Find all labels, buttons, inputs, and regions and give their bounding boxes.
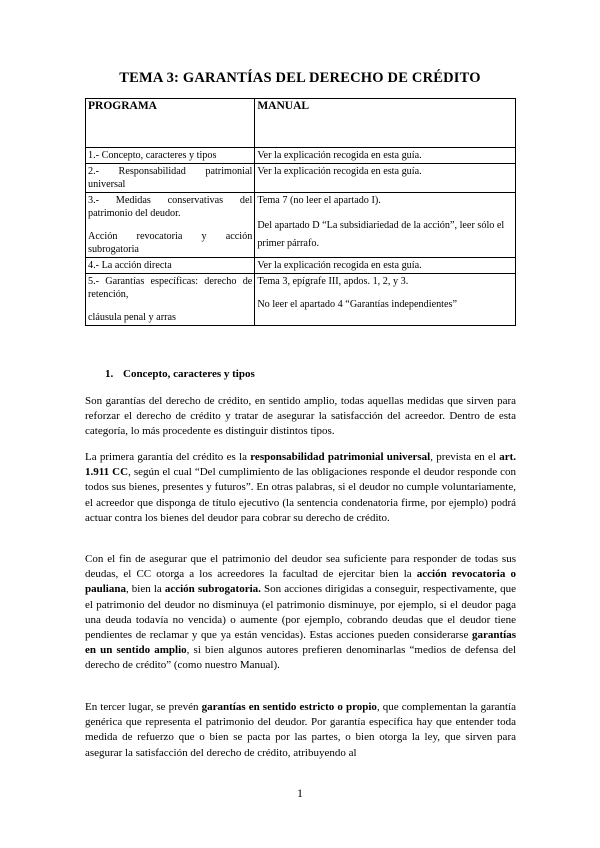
programa-cell xyxy=(86,193,255,258)
manual-cell xyxy=(255,274,516,326)
paragraph-text: , bien la xyxy=(125,583,165,596)
manual-text: Ver la explicación recogida en esta guía. xyxy=(257,260,422,271)
programa-cell xyxy=(86,148,255,164)
manual-text: Del apartado D “La subsidiariedad de la acción”, leer sólo el primer párrafo. xyxy=(257,220,505,249)
manual-cell xyxy=(255,164,516,193)
table-row xyxy=(86,193,516,258)
table-header-row xyxy=(86,99,516,148)
paragraph-text: , prevista en el xyxy=(430,451,500,463)
programa-text: 1.- Concepto, caracteres y tipos xyxy=(88,150,217,161)
table-row xyxy=(86,164,516,193)
manual-text: Tema 7 (no leer el apartado I). xyxy=(257,195,381,206)
paragraph xyxy=(85,450,516,526)
section-title: Concepto, caracteres y tipos xyxy=(123,368,255,380)
programa-text: 5.- Garantías específicas: derecho de retención, xyxy=(88,276,253,300)
manual-text: No leer el apartado 4 “Garantías independientes” xyxy=(257,299,458,310)
table-row xyxy=(86,148,516,164)
bold-text: responsabilidad patrimonial universal xyxy=(250,451,431,463)
paragraph-text: La primera garantía del crédito es la xyxy=(85,451,251,463)
programa-text: 3.- Medidas conservativas del patrimonio del deudor. xyxy=(88,195,253,219)
paragraph-text: , que complementan la garantía genérica que representa el patrimonio del deudor. Por garantía específica hay que entender toda medida de refuerzo que o bien se pacta por las partes, o bien otorga la ley, que sirven para asegurar la satisfacción del derecho de crédito, atribuyendo al xyxy=(85,701,516,759)
section-number: 1. xyxy=(105,368,114,380)
paragraph-text: En tercer lugar, se prevén xyxy=(85,701,202,713)
paragraph-text: Con el fin de asegurar que el patrimonio del deudor sea suficiente para responder de todas sus deudas, el CC otorga a los acreedores la facultad de ejercitar bien la xyxy=(85,553,516,581)
manual-cell xyxy=(255,148,516,164)
programa-cell xyxy=(86,258,255,274)
bold-text: acción subrogatoria. xyxy=(164,583,261,596)
manual-text: Ver la explicación recogida en esta guía. xyxy=(257,150,422,161)
programa-text: Acción revocatoria y acción subrogatoria xyxy=(88,231,253,255)
table-row xyxy=(86,274,516,326)
programa-text: 4.- La acción directa xyxy=(88,260,172,271)
paragraph xyxy=(85,552,516,674)
header-programa: PROGRAMA xyxy=(86,99,255,148)
programa-cell xyxy=(86,164,255,193)
manual-text: Ver la explicación recogida en esta guía. xyxy=(257,166,422,177)
programa-cell xyxy=(86,274,255,326)
bold-text: art. 1.911 CC xyxy=(85,451,516,479)
bold-text: garantías en sentido estricto o propio xyxy=(201,701,377,713)
paragraph xyxy=(85,700,516,761)
programa-text: 2.- Responsabilidad patrimonial universal xyxy=(88,166,253,190)
programa-text: cláusula penal y arras xyxy=(88,312,176,323)
header-manual: MANUAL xyxy=(255,99,516,148)
program-table xyxy=(85,98,516,326)
bold-text: acción revocatoria o pauliana xyxy=(85,568,516,596)
section-heading xyxy=(105,368,255,380)
paragraph xyxy=(85,394,516,440)
paragraph-text: Son garantías del derecho de crédito, en sentido amplio, todas aquellas medidas que sirven para reforzar el derecho de crédito y tratar de asegurar la satisfacción del acreedor. Dentro de esta categoría, lo más procedente es distinguir distintos tipos. xyxy=(85,395,516,438)
paragraph-text: , según el cual “Del cumplimiento de las obligaciones responde el deudor responde con todos sus bienes, presentes y futuros”. En otras palabras, si el deudor no cumple voluntariamente, el acreedor que disponga de título ejecutivo (la sentencia condenatoria firme, por ejemplo) podrá actuar contra los bienes del deudor para cobrar su derecho de crédito. xyxy=(85,466,516,524)
table-row xyxy=(86,258,516,274)
document-title: TEMA 3: GARANTÍAS DEL DERECHO DE CRÉDITO xyxy=(119,70,481,86)
paragraph-text: Son acciones dirigidas a conseguir, respectivamente, que el patrimonio del deudor no disminuya (el patrimonio disminuye, por ejemplo, si el deudor paga una deuda todavía no vencida) o aumente (por ejemplo, cobrando deudas que el deudor tiene pendientes de reclamar y que ya están vencidas). Estas acciones pueden considerarse xyxy=(85,583,516,642)
manual-cell xyxy=(255,258,516,274)
manual-cell xyxy=(255,193,516,258)
paragraph-text: , si bien algunos autores prefieren denominarlas “medios de defensa del derecho de crédito” (como nuestro Manual). xyxy=(85,644,517,672)
bold-text: garantías en un sentido amplio xyxy=(85,629,516,657)
page-number: 1 xyxy=(297,786,303,800)
manual-text: Tema 3, epígrafe III, apdos. 1, 2, y 3. xyxy=(257,276,409,287)
